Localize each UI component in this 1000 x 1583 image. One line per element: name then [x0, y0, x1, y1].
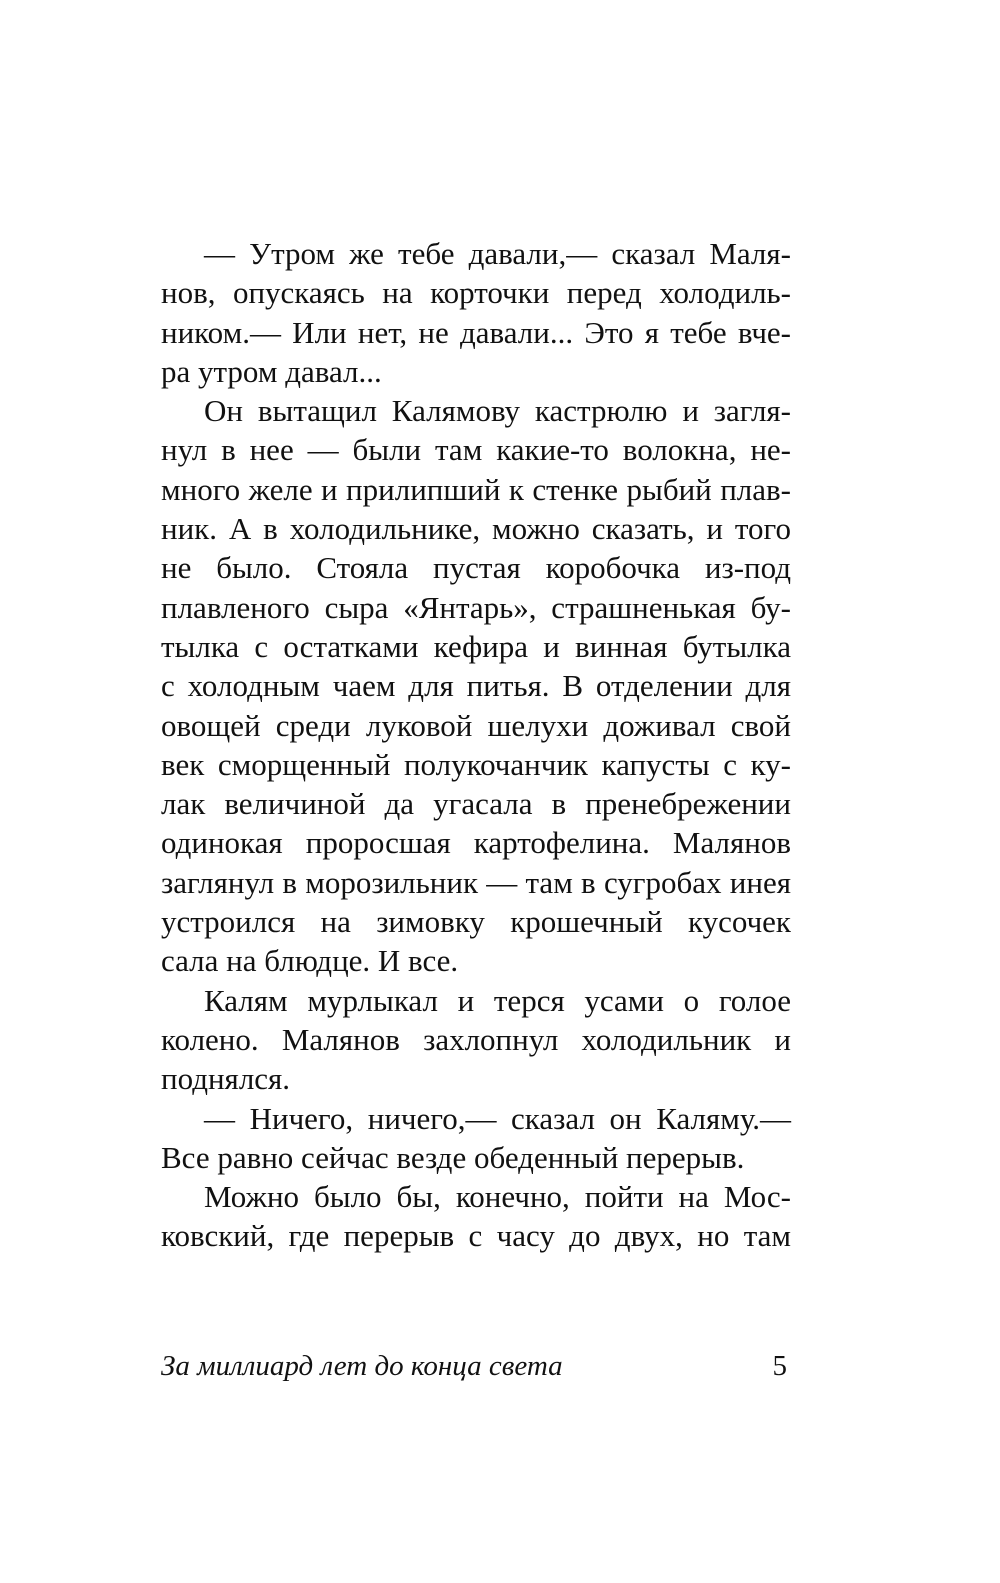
- text-line: колено. Малянов захлопнул холодильник и: [161, 1021, 791, 1057]
- text-line: плавленого сыра «Янтарь», страшненькая бу-: [161, 589, 791, 625]
- text-line: нов, опускаясь на корточки перед холодиль-: [161, 275, 791, 311]
- text-line: век сморщенный полукочанчик капусты с ку-: [161, 746, 791, 782]
- text-line: тылка с остатками кефира и винная бутылка: [161, 628, 791, 664]
- text-line: ра утром давал...: [161, 353, 382, 389]
- text-line: — Ничего, ничего,— сказал он Каляму.—: [204, 1100, 791, 1136]
- text-line: ковский, где перерыв с часу до двух, но там: [161, 1218, 791, 1254]
- text-line: лак величиной да угасала в пренебрежении: [161, 786, 791, 822]
- text-line: — Утром же тебе давали,— сказал Маля-: [204, 236, 791, 271]
- text-line: поднялся.: [161, 1061, 291, 1097]
- running-footer-title: За миллиард лет до конца света: [161, 1350, 563, 1382]
- text-line: много желе и прилипший к стенке рыбий плав-: [161, 471, 791, 507]
- text-line: ником.— Или нет, не давали... Это я тебе вче-: [161, 314, 791, 350]
- text-line: Можно было бы, конечно, пойти на Мос-: [204, 1179, 791, 1215]
- text-line: с холодным чаем для питья. В отделении для: [161, 668, 791, 704]
- text-line: одинокая проросшая картофелина. Малянов: [161, 825, 791, 861]
- text-line: устроился на зимовку крошечный кусочек: [161, 904, 791, 940]
- page-number: 5: [772, 1350, 787, 1382]
- text-line: Все равно сейчас везде обеденный перерыв.: [161, 1139, 745, 1175]
- text-line: Калям мурлыкал и терся усами о голое: [204, 982, 791, 1018]
- text-line: сала на блюдце. И все.: [161, 943, 459, 979]
- text-line: нул в нее — были там какие-то волокна, не-: [161, 432, 791, 468]
- text-line: заглянул в морозильник — там в сугробах инея: [161, 864, 791, 900]
- text-line: Он вытащил Калямову кастрюлю и загля-: [204, 393, 791, 429]
- text-line: ник. А в холодильнике, можно сказать, и того: [161, 511, 791, 547]
- text-line: овощей среди луковой шелухи доживал свой: [161, 707, 791, 743]
- text-line: не было. Стояла пустая коробочка из-под: [161, 550, 791, 586]
- body-text: [161, 234, 791, 1256]
